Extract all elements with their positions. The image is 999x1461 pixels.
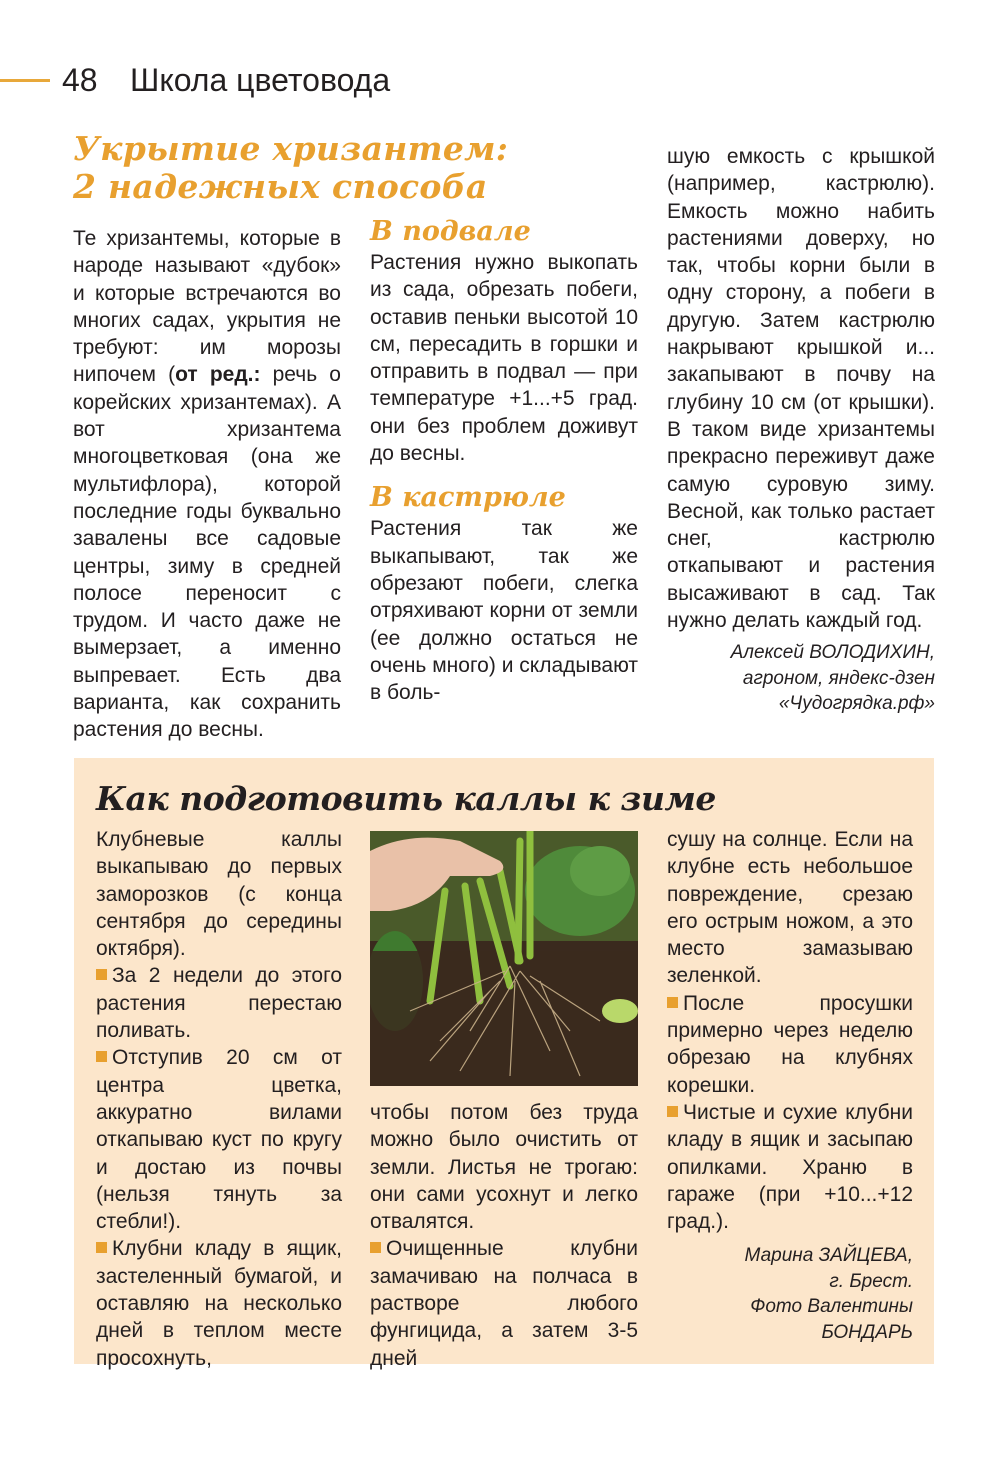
author-role: агроном, яндекс-дзен bbox=[742, 667, 935, 689]
square-bullet-icon bbox=[370, 1242, 381, 1253]
square-bullet-icon bbox=[667, 1106, 678, 1117]
callas-column-1 bbox=[96, 826, 342, 1372]
editor-note-label: от ред.: bbox=[175, 363, 261, 387]
article-intro bbox=[73, 225, 341, 744]
article-column-2 bbox=[370, 215, 638, 706]
square-bullet-icon bbox=[667, 997, 678, 1008]
callas-step bbox=[667, 1099, 913, 1235]
article-title-line2: 2 надежных способа bbox=[73, 167, 488, 206]
callas-author-city: г. Брест. bbox=[829, 1270, 913, 1292]
author-name: Алексей ВОЛОДИХИН, bbox=[730, 642, 935, 664]
step-text: Чистые и сухие клубни кладу в ящик и засыпаю опилками. Храню в гараже (при +10...+12 град.). bbox=[667, 1100, 913, 1234]
step-text: Клубни кладу в ящик, застеленный бумагой, и оставляю на несколько дней в теплом месте просохнуть, bbox=[96, 1237, 342, 1370]
callas-step bbox=[96, 962, 342, 1044]
step-text: Отступив 20 см от центра цветка, аккуратно вилами откапываю куст по кругу и достаю из почвы (нельзя тянуть за стебли!). bbox=[96, 1046, 342, 1234]
square-bullet-icon bbox=[96, 1051, 107, 1062]
article-column-1 bbox=[73, 225, 341, 744]
header-rule bbox=[0, 79, 50, 82]
callas-photo-credit: Фото Валентины bbox=[750, 1296, 913, 1318]
callas-column-3 bbox=[667, 826, 913, 1345]
article-title-line1: Укрытие хризантем: bbox=[73, 129, 509, 168]
callas-sidebar-box bbox=[74, 758, 934, 1370]
callas-step-continued: сушу на солнце. Если на клубне есть небольшое повреждение, срезаю его острым ножом, а это место замазываю зеленкой. bbox=[667, 828, 913, 988]
callas-step bbox=[667, 990, 913, 1099]
callas-title: Как подготовить каллы к зиме bbox=[96, 779, 716, 818]
callas-step-continued: чтобы потом без труда можно было очистить от земли. Листья не трогаю: они сами усохнут и легко отвалятся. bbox=[370, 1101, 638, 1234]
article-column-3 bbox=[667, 143, 935, 717]
author-source: «Чудогрядка.рф» bbox=[778, 693, 935, 715]
pot-text-continued: шую емкость с крышкой (например, кастрюлю). Емкость можно набить растениями доверху, но так, чтобы корни были в одну сторону, а побеги в другую. Затем кастрюлю накрывают крышкой и... закапывают в почву на глубину 10 см (от крышки). В таком виде хризантемы прекрасно переживут даже самую суровую зиму. Весной, как только растает снег, кастрюлю откапывают и растения высаживают в сад. Так нужно делать каждый год. bbox=[667, 145, 935, 633]
callas-author-name: Марина ЗАЙЦЕВА, bbox=[744, 1245, 913, 1267]
callas-intro: Клубневые каллы выкапываю до первых заморозков (с конца сентября до середины октября). bbox=[96, 828, 342, 961]
article-title bbox=[73, 130, 508, 206]
calla-photo-illustration bbox=[370, 831, 638, 1086]
intro-text: Те хризантемы, которые в народе называют «дубок» и которые встречаются во многих садах, укрытия не требуют: им морозы нипочем ( bbox=[73, 227, 341, 387]
callas-step bbox=[96, 1235, 342, 1371]
section-title: Школа цветовода bbox=[130, 62, 391, 98]
square-bullet-icon bbox=[96, 969, 107, 980]
intro-text-continued: речь о корейских хризантемах). А вот хризантема многоцветковая (она же мультифлора), которой последние годы буквально завалены все садовые центры, зиму в средней полосе переносит с трудом. И часто даже не вымерзает, а именно выпревает. Есть два варианта, как сохранить растения до весны. bbox=[73, 363, 341, 742]
step-text: После просушки примерно через неделю обрезаю на клубнях корешки. bbox=[667, 991, 913, 1097]
callas-byline bbox=[667, 1243, 913, 1345]
callas-step bbox=[370, 1235, 638, 1371]
step-text: За 2 недели до этого растения перестаю поливать. bbox=[96, 964, 342, 1043]
callas-photographer: БОНДАРЬ bbox=[821, 1321, 913, 1343]
callas-step bbox=[96, 1044, 342, 1235]
basement-text: Растения нужно выкопать из сада, обрезать побеги, оставив пеньки высотой 10 см, пересадить в горшки и отправить в подвал — при температуре +1...+5 град. они без проблем доживут до весны. bbox=[370, 251, 638, 466]
author-byline bbox=[667, 640, 935, 717]
page-number: 48 bbox=[62, 62, 98, 98]
callas-column-2 bbox=[370, 1099, 638, 1372]
step-text: Очищенные клубни замачиваю на полчаса в растворе любого фунгицида, а затем 3-5 дней bbox=[370, 1237, 638, 1370]
subheading-basement: В подвале bbox=[370, 216, 531, 247]
photo-calla-tubers bbox=[370, 831, 638, 1086]
subheading-pot: В кастрюле bbox=[370, 482, 566, 514]
square-bullet-icon bbox=[96, 1242, 107, 1253]
pot-text: Растения так же выкапывают, так же обрезают побеги, слегка отряхивают корни от земли (ее должно остаться не очень много) и складывают в боль- bbox=[370, 517, 638, 705]
